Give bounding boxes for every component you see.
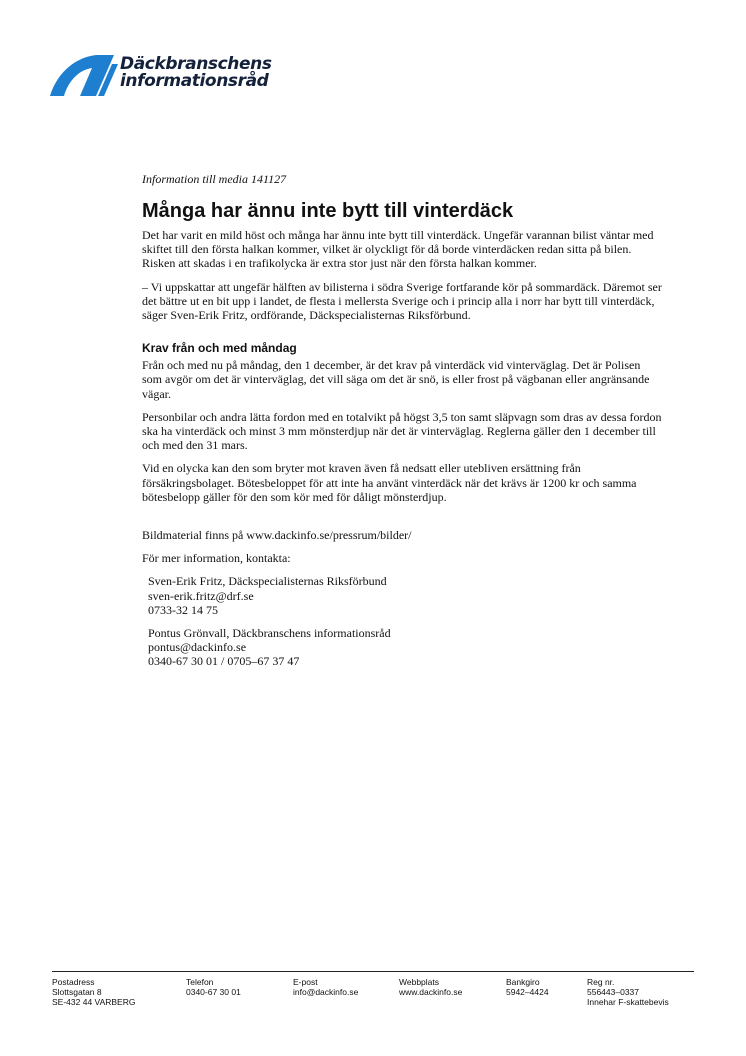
footer-value: Slottsgatan 8 [52, 987, 102, 997]
media-info-line: Information till media 141127 [142, 172, 287, 186]
logo-wordmark [120, 56, 272, 90]
paragraph: – Vi uppskattar att ungefär hälften av bilisterna i södra Sverige fortfarande kör på sommardäck. Däremot ser det bättre ut en bit upp i landet, de flesta i mellersta Sverige och i princip alla i norr har bytt till vinterdäck, säger Sven-Erik Fritz, ordförande, Däckspecialisternas Riksförbund. [142, 279, 662, 323]
contact-name: Sven-Erik Fritz, Däckspecialisternas Riksförbund [148, 574, 387, 589]
page-title: Många har ännu inte bytt till vinterdäck [142, 200, 514, 222]
contact-email[interactable]: sven-erik.fritz@drf.se [148, 588, 254, 603]
footer-value: 5942–4424 [506, 987, 549, 997]
contact-block [148, 626, 662, 669]
footer-label: Telefon [186, 977, 214, 987]
footer-email-link[interactable]: info@dackinfo.se [293, 987, 359, 997]
footer-value: 0340-67 30 01 [186, 987, 241, 997]
footer-value: SE-432 44 VARBERG [52, 997, 136, 1007]
footer-telefon [186, 977, 241, 997]
contact-email[interactable]: pontus@dackinfo.se [148, 640, 247, 655]
footer-epost [293, 977, 358, 997]
footer-label: Bankgiro [506, 977, 540, 987]
footer-webbplats [399, 977, 462, 997]
footer-value: Innehar F-skattebevis [587, 997, 669, 1007]
contact-phone: 0733-32 14 75 [148, 602, 218, 617]
logo-line-1: Däckbranschens [120, 54, 272, 74]
paragraph: Personbilar och andra lätta fordon med en totalvikt på högst 3,5 ton samt släpvagn som dras av dessa fordon ska ha vinterdäck och minst 3 mm mönsterdjup när det är vinterväglag. Reglerna gäller den 1 december till och med den 31 mars. [142, 409, 662, 453]
footer-website-link[interactable]: www.dackinfo.se [399, 987, 463, 997]
footer-postadress [52, 977, 135, 1007]
press-release-body [142, 172, 662, 678]
footer-label: E-post [293, 977, 318, 987]
footer-label: Postadress [52, 977, 95, 987]
footer-regnr [587, 977, 669, 1007]
contact-name: Pontus Grönvall, Däckbranschens informationsråd [148, 626, 391, 641]
contact-intro: För mer information, kontakta: [142, 551, 291, 566]
paragraph: Det har varit en mild höst och många har ännu inte bytt till vinterdäck. Ungefär varannan bilist väntar med skiftet till den första halkan kommer, vilket är olyckligt för då borde vinterdäcken redan sitta på bilen. Risken att skadas i en trafikolycka är extra stor just när den första halkan kommer. [142, 228, 654, 271]
company-logo [50, 50, 280, 100]
image-material-note: Bildmaterial finns på www.dackinfo.se/pressrum/bilder/ [142, 528, 412, 543]
footer-value: 556443–0337 [587, 987, 640, 997]
footer-label: Reg nr. [587, 977, 615, 987]
paragraph: Från och med nu på måndag, den 1 december, är det krav på vinterdäck vid vinterväglag. Det är Polisen som avgör om det är vinterväglag, det vill säga om det är snö, is eller frost på vägbanan eller angränsande vägar. [142, 358, 650, 401]
footer-bankgiro [506, 977, 549, 997]
footer-label: Webbplats [399, 977, 440, 987]
contact-block [148, 574, 662, 617]
page-footer [52, 971, 694, 1007]
logo-line-2: informationsråd [120, 71, 269, 91]
paragraph: Vid en olycka kan den som bryter mot kraven även få nedsatt eller utebliven ersättning från försäkringsbolaget. Bötesbeloppet för att inte ha använt vinterdäck när det krävs är 1200 kr och samma bötesbelopp gäller för den som kör med för dåligt mönsterdjup. [142, 461, 637, 504]
section-heading: Krav från och med måndag [142, 341, 297, 356]
logo-swoosh-icon [50, 54, 118, 96]
contact-phone: 0340-67 30 01 / 0705–67 37 47 [148, 654, 300, 669]
